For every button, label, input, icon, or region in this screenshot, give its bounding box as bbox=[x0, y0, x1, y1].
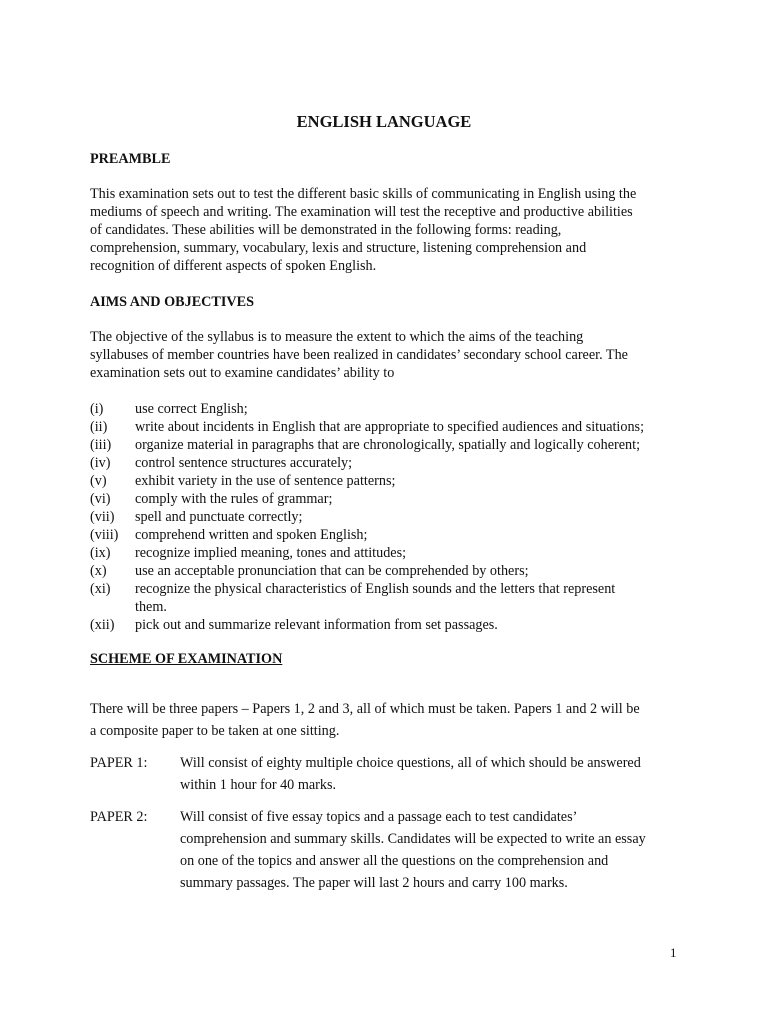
paragraph-line: of candidates. These abilities will be demonstrated in the following forms: reading, bbox=[90, 222, 562, 238]
paragraph-line: recognition of different aspects of spoken English. bbox=[90, 258, 377, 274]
list-item bbox=[90, 544, 690, 562]
list-item-text bbox=[135, 436, 695, 454]
list-item bbox=[90, 508, 690, 526]
list-item-number: (ix) bbox=[90, 545, 111, 561]
list-item-text bbox=[135, 418, 695, 436]
list-item-line: organize material in paragraphs that are chronologically, spatially and logically coherent; bbox=[135, 437, 641, 453]
aims-heading: AIMS AND OBJECTIVES bbox=[90, 294, 254, 310]
preamble-paragraph bbox=[90, 185, 690, 275]
list-item bbox=[90, 562, 690, 580]
list-item-number: (vi) bbox=[90, 491, 111, 507]
scheme-paragraph bbox=[90, 698, 690, 742]
paper-line: Will consist of eighty multiple choice questions, all of which should be answered bbox=[180, 755, 641, 771]
document-title: ENGLISH LANGUAGE bbox=[296, 112, 472, 131]
list-item-number: (iv) bbox=[90, 455, 111, 471]
paper-line: Will consist of five essay topics and a passage each to test candidates’ bbox=[180, 809, 578, 825]
list-item bbox=[90, 418, 690, 436]
list-item-number: (viii) bbox=[90, 527, 119, 543]
paragraph-line: The objective of the syllabus is to measure the extent to which the aims of the teaching bbox=[90, 329, 584, 345]
list-item-text bbox=[135, 562, 695, 580]
paragraph-line: examination sets out to examine candidates’ ability to bbox=[90, 365, 395, 381]
scheme-heading: SCHEME OF EXAMINATION bbox=[90, 651, 283, 667]
list-item bbox=[90, 526, 690, 544]
list-item bbox=[90, 490, 690, 508]
list-item-line: use an acceptable pronunciation that can be comprehended by others; bbox=[135, 563, 529, 579]
preamble-heading: PREAMBLE bbox=[90, 151, 171, 167]
list-item bbox=[90, 436, 690, 454]
paper-line: within 1 hour for 40 marks. bbox=[180, 777, 337, 793]
paragraph-line: mediums of speech and writing. The examination will test the receptive and productive abilities bbox=[90, 204, 633, 220]
list-item-line: use correct English; bbox=[135, 401, 248, 417]
paper-line: on one of the topics and answer all the questions on the comprehension and bbox=[180, 853, 609, 869]
page-number: 1 bbox=[670, 945, 677, 960]
paragraph-line: This examination sets out to test the different basic skills of communicating in English using the bbox=[90, 186, 637, 202]
list-item-text bbox=[135, 544, 695, 562]
list-item-text bbox=[135, 400, 695, 418]
list-item-text bbox=[135, 526, 695, 544]
list-item-line: spell and punctuate correctly; bbox=[135, 509, 303, 525]
paper-line: summary passages. The paper will last 2 hours and carry 100 marks. bbox=[180, 875, 568, 891]
list-item-line: them. bbox=[135, 599, 167, 615]
paper-description bbox=[180, 806, 690, 894]
list-item-number: (v) bbox=[90, 473, 107, 489]
aims-paragraph bbox=[90, 328, 690, 382]
list-item-number: (xii) bbox=[90, 617, 115, 633]
list-item-line: write about incidents in English that are appropriate to specified audiences and situations; bbox=[135, 419, 645, 435]
list-item-text bbox=[135, 616, 695, 634]
list-item-text bbox=[135, 490, 695, 508]
list-item-number: (iii) bbox=[90, 437, 112, 453]
paragraph-line: comprehension, summary, vocabulary, lexis and structure, listening comprehension and bbox=[90, 240, 587, 256]
list-item bbox=[90, 472, 690, 490]
paragraph-line: a composite paper to be taken at one sitting. bbox=[90, 723, 340, 739]
list-item-line: comply with the rules of grammar; bbox=[135, 491, 333, 507]
list-item-line: comprehend written and spoken English; bbox=[135, 527, 368, 543]
list-item-text bbox=[135, 454, 695, 472]
list-item bbox=[90, 454, 690, 472]
list-item-number: (ii) bbox=[90, 419, 108, 435]
list-item bbox=[90, 580, 690, 616]
paper-description bbox=[180, 752, 690, 796]
list-item-number: (i) bbox=[90, 401, 104, 417]
list-item-number: (vii) bbox=[90, 509, 115, 525]
paper-label: PAPER 1: bbox=[90, 755, 148, 771]
paper-label: PAPER 2: bbox=[90, 809, 148, 825]
list-item-line: recognize the physical characteristics of English sounds and the letters that represent bbox=[135, 581, 616, 597]
list-item-number: (xi) bbox=[90, 581, 111, 597]
list-item-text bbox=[135, 580, 695, 616]
list-item bbox=[90, 400, 690, 418]
paragraph-line: syllabuses of member countries have been realized in candidates’ secondary school career. The bbox=[90, 347, 628, 363]
list-item-line: recognize implied meaning, tones and attitudes; bbox=[135, 545, 407, 561]
list-item-line: pick out and summarize relevant information from set passages. bbox=[135, 617, 498, 633]
list-item-line: control sentence structures accurately; bbox=[135, 455, 353, 471]
list-item-text bbox=[135, 508, 695, 526]
list-item-line: exhibit variety in the use of sentence patterns; bbox=[135, 473, 396, 489]
paper-line: comprehension and summary skills. Candidates will be expected to write an essay bbox=[180, 831, 646, 847]
objectives-list bbox=[90, 400, 690, 634]
list-item bbox=[90, 616, 690, 634]
list-item-number: (x) bbox=[90, 563, 107, 579]
paragraph-line: There will be three papers – Papers 1, 2 and 3, all of which must be taken. Papers 1 and 2 will be bbox=[90, 701, 640, 717]
list-item-text bbox=[135, 472, 695, 490]
